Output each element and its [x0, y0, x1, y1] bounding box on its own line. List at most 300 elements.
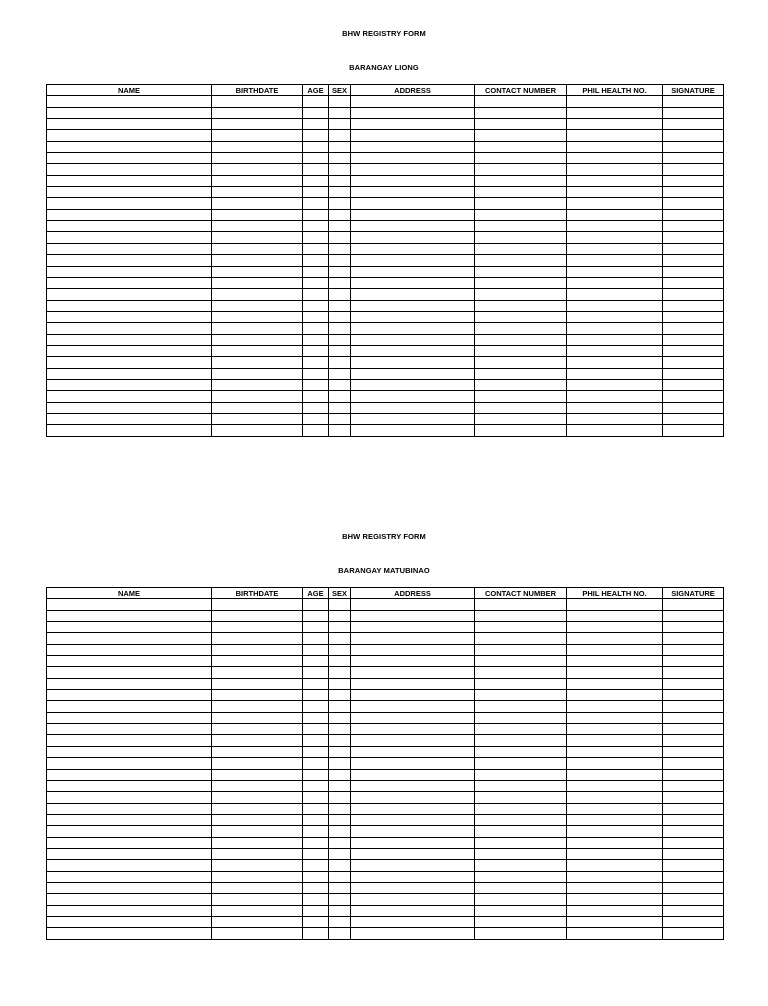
cell-sex[interactable]	[329, 153, 351, 164]
cell-philhealth-no[interactable]	[567, 894, 663, 905]
cell-contact-number[interactable]	[475, 826, 567, 837]
cell-signature[interactable]	[663, 209, 724, 220]
cell-sex[interactable]	[329, 141, 351, 152]
cell-philhealth-no[interactable]	[567, 916, 663, 927]
cell-signature[interactable]	[663, 311, 724, 322]
cell-philhealth-no[interactable]	[567, 814, 663, 825]
cell-signature[interactable]	[663, 894, 724, 905]
cell-contact-number[interactable]	[475, 357, 567, 368]
cell-address[interactable]	[351, 379, 475, 390]
cell-philhealth-no[interactable]	[567, 130, 663, 141]
cell-age[interactable]	[303, 334, 329, 345]
cell-philhealth-no[interactable]	[567, 735, 663, 746]
cell-birthdate[interactable]	[212, 413, 303, 424]
cell-address[interactable]	[351, 848, 475, 859]
cell-contact-number[interactable]	[475, 391, 567, 402]
cell-philhealth-no[interactable]	[567, 837, 663, 848]
cell-age[interactable]	[303, 311, 329, 322]
cell-signature[interactable]	[663, 848, 724, 859]
cell-sex[interactable]	[329, 413, 351, 424]
cell-name[interactable]	[47, 277, 212, 288]
cell-signature[interactable]	[663, 712, 724, 723]
cell-signature[interactable]	[663, 391, 724, 402]
cell-philhealth-no[interactable]	[567, 311, 663, 322]
cell-philhealth-no[interactable]	[567, 848, 663, 859]
cell-sex[interactable]	[329, 848, 351, 859]
cell-signature[interactable]	[663, 780, 724, 791]
cell-birthdate[interactable]	[212, 678, 303, 689]
cell-age[interactable]	[303, 119, 329, 130]
cell-sex[interactable]	[329, 255, 351, 266]
cell-name[interactable]	[47, 334, 212, 345]
cell-name[interactable]	[47, 96, 212, 107]
cell-age[interactable]	[303, 656, 329, 667]
cell-philhealth-no[interactable]	[567, 289, 663, 300]
cell-age[interactable]	[303, 255, 329, 266]
cell-address[interactable]	[351, 334, 475, 345]
cell-sex[interactable]	[329, 678, 351, 689]
cell-name[interactable]	[47, 735, 212, 746]
cell-address[interactable]	[351, 175, 475, 186]
cell-address[interactable]	[351, 610, 475, 621]
cell-philhealth-no[interactable]	[567, 644, 663, 655]
cell-contact-number[interactable]	[475, 656, 567, 667]
cell-philhealth-no[interactable]	[567, 277, 663, 288]
cell-contact-number[interactable]	[475, 667, 567, 678]
cell-signature[interactable]	[663, 622, 724, 633]
cell-address[interactable]	[351, 311, 475, 322]
cell-sex[interactable]	[329, 656, 351, 667]
cell-address[interactable]	[351, 814, 475, 825]
cell-sex[interactable]	[329, 368, 351, 379]
cell-name[interactable]	[47, 119, 212, 130]
cell-contact-number[interactable]	[475, 814, 567, 825]
cell-contact-number[interactable]	[475, 871, 567, 882]
cell-sex[interactable]	[329, 814, 351, 825]
cell-age[interactable]	[303, 814, 329, 825]
cell-name[interactable]	[47, 243, 212, 254]
cell-contact-number[interactable]	[475, 255, 567, 266]
cell-age[interactable]	[303, 826, 329, 837]
cell-address[interactable]	[351, 119, 475, 130]
cell-address[interactable]	[351, 232, 475, 243]
cell-birthdate[interactable]	[212, 690, 303, 701]
cell-birthdate[interactable]	[212, 300, 303, 311]
cell-signature[interactable]	[663, 300, 724, 311]
cell-sex[interactable]	[329, 323, 351, 334]
cell-birthdate[interactable]	[212, 758, 303, 769]
cell-age[interactable]	[303, 871, 329, 882]
cell-contact-number[interactable]	[475, 735, 567, 746]
cell-birthdate[interactable]	[212, 667, 303, 678]
cell-birthdate[interactable]	[212, 712, 303, 723]
cell-address[interactable]	[351, 826, 475, 837]
cell-name[interactable]	[47, 221, 212, 232]
cell-signature[interactable]	[663, 289, 724, 300]
cell-name[interactable]	[47, 232, 212, 243]
cell-philhealth-no[interactable]	[567, 334, 663, 345]
cell-philhealth-no[interactable]	[567, 107, 663, 118]
cell-birthdate[interactable]	[212, 311, 303, 322]
cell-age[interactable]	[303, 289, 329, 300]
cell-name[interactable]	[47, 871, 212, 882]
cell-address[interactable]	[351, 243, 475, 254]
cell-contact-number[interactable]	[475, 130, 567, 141]
cell-signature[interactable]	[663, 198, 724, 209]
cell-age[interactable]	[303, 780, 329, 791]
cell-age[interactable]	[303, 848, 329, 859]
cell-contact-number[interactable]	[475, 243, 567, 254]
cell-signature[interactable]	[663, 164, 724, 175]
cell-birthdate[interactable]	[212, 107, 303, 118]
cell-birthdate[interactable]	[212, 425, 303, 436]
cell-philhealth-no[interactable]	[567, 187, 663, 198]
cell-age[interactable]	[303, 882, 329, 893]
cell-contact-number[interactable]	[475, 300, 567, 311]
cell-address[interactable]	[351, 368, 475, 379]
cell-birthdate[interactable]	[212, 130, 303, 141]
cell-philhealth-no[interactable]	[567, 769, 663, 780]
cell-sex[interactable]	[329, 928, 351, 939]
cell-signature[interactable]	[663, 345, 724, 356]
cell-name[interactable]	[47, 610, 212, 621]
cell-address[interactable]	[351, 141, 475, 152]
cell-name[interactable]	[47, 266, 212, 277]
cell-name[interactable]	[47, 175, 212, 186]
cell-philhealth-no[interactable]	[567, 391, 663, 402]
cell-birthdate[interactable]	[212, 175, 303, 186]
cell-address[interactable]	[351, 780, 475, 791]
cell-sex[interactable]	[329, 860, 351, 871]
cell-contact-number[interactable]	[475, 323, 567, 334]
cell-sex[interactable]	[329, 198, 351, 209]
cell-philhealth-no[interactable]	[567, 826, 663, 837]
cell-signature[interactable]	[663, 724, 724, 735]
cell-contact-number[interactable]	[475, 413, 567, 424]
cell-age[interactable]	[303, 209, 329, 220]
cell-sex[interactable]	[329, 610, 351, 621]
cell-signature[interactable]	[663, 107, 724, 118]
cell-birthdate[interactable]	[212, 153, 303, 164]
cell-age[interactable]	[303, 368, 329, 379]
cell-name[interactable]	[47, 792, 212, 803]
cell-sex[interactable]	[329, 209, 351, 220]
cell-sex[interactable]	[329, 644, 351, 655]
cell-birthdate[interactable]	[212, 724, 303, 735]
cell-address[interactable]	[351, 187, 475, 198]
cell-sex[interactable]	[329, 164, 351, 175]
cell-age[interactable]	[303, 198, 329, 209]
cell-age[interactable]	[303, 96, 329, 107]
cell-address[interactable]	[351, 644, 475, 655]
cell-address[interactable]	[351, 871, 475, 882]
cell-sex[interactable]	[329, 334, 351, 345]
cell-address[interactable]	[351, 323, 475, 334]
cell-address[interactable]	[351, 746, 475, 757]
cell-name[interactable]	[47, 311, 212, 322]
cell-signature[interactable]	[663, 701, 724, 712]
cell-age[interactable]	[303, 803, 329, 814]
cell-contact-number[interactable]	[475, 905, 567, 916]
cell-name[interactable]	[47, 701, 212, 712]
cell-birthdate[interactable]	[212, 792, 303, 803]
cell-contact-number[interactable]	[475, 792, 567, 803]
cell-signature[interactable]	[663, 860, 724, 871]
cell-signature[interactable]	[663, 379, 724, 390]
cell-birthdate[interactable]	[212, 848, 303, 859]
cell-birthdate[interactable]	[212, 119, 303, 130]
cell-sex[interactable]	[329, 837, 351, 848]
cell-sex[interactable]	[329, 130, 351, 141]
cell-sex[interactable]	[329, 425, 351, 436]
cell-name[interactable]	[47, 678, 212, 689]
cell-address[interactable]	[351, 153, 475, 164]
cell-sex[interactable]	[329, 882, 351, 893]
cell-contact-number[interactable]	[475, 746, 567, 757]
cell-signature[interactable]	[663, 758, 724, 769]
cell-signature[interactable]	[663, 916, 724, 927]
cell-name[interactable]	[47, 599, 212, 610]
cell-signature[interactable]	[663, 402, 724, 413]
cell-signature[interactable]	[663, 690, 724, 701]
cell-sex[interactable]	[329, 746, 351, 757]
cell-name[interactable]	[47, 141, 212, 152]
cell-birthdate[interactable]	[212, 656, 303, 667]
cell-contact-number[interactable]	[475, 289, 567, 300]
cell-name[interactable]	[47, 368, 212, 379]
cell-sex[interactable]	[329, 916, 351, 927]
cell-signature[interactable]	[663, 425, 724, 436]
cell-name[interactable]	[47, 164, 212, 175]
cell-philhealth-no[interactable]	[567, 905, 663, 916]
cell-birthdate[interactable]	[212, 871, 303, 882]
cell-age[interactable]	[303, 141, 329, 152]
cell-address[interactable]	[351, 656, 475, 667]
cell-contact-number[interactable]	[475, 425, 567, 436]
cell-address[interactable]	[351, 882, 475, 893]
cell-birthdate[interactable]	[212, 187, 303, 198]
cell-contact-number[interactable]	[475, 402, 567, 413]
cell-philhealth-no[interactable]	[567, 633, 663, 644]
cell-contact-number[interactable]	[475, 837, 567, 848]
cell-sex[interactable]	[329, 735, 351, 746]
cell-signature[interactable]	[663, 792, 724, 803]
cell-signature[interactable]	[663, 735, 724, 746]
cell-contact-number[interactable]	[475, 311, 567, 322]
cell-philhealth-no[interactable]	[567, 758, 663, 769]
cell-signature[interactable]	[663, 243, 724, 254]
cell-sex[interactable]	[329, 289, 351, 300]
cell-philhealth-no[interactable]	[567, 198, 663, 209]
cell-philhealth-no[interactable]	[567, 690, 663, 701]
cell-philhealth-no[interactable]	[567, 141, 663, 152]
cell-birthdate[interactable]	[212, 277, 303, 288]
cell-name[interactable]	[47, 187, 212, 198]
cell-address[interactable]	[351, 289, 475, 300]
cell-philhealth-no[interactable]	[567, 425, 663, 436]
cell-address[interactable]	[351, 425, 475, 436]
cell-address[interactable]	[351, 96, 475, 107]
cell-address[interactable]	[351, 391, 475, 402]
cell-philhealth-no[interactable]	[567, 746, 663, 757]
cell-birthdate[interactable]	[212, 96, 303, 107]
cell-philhealth-no[interactable]	[567, 402, 663, 413]
cell-signature[interactable]	[663, 323, 724, 334]
cell-sex[interactable]	[329, 232, 351, 243]
cell-address[interactable]	[351, 277, 475, 288]
cell-philhealth-no[interactable]	[567, 119, 663, 130]
cell-address[interactable]	[351, 905, 475, 916]
cell-age[interactable]	[303, 266, 329, 277]
cell-philhealth-no[interactable]	[567, 255, 663, 266]
cell-birthdate[interactable]	[212, 826, 303, 837]
cell-philhealth-no[interactable]	[567, 622, 663, 633]
cell-address[interactable]	[351, 599, 475, 610]
cell-sex[interactable]	[329, 187, 351, 198]
cell-signature[interactable]	[663, 769, 724, 780]
cell-sex[interactable]	[329, 391, 351, 402]
cell-sex[interactable]	[329, 633, 351, 644]
cell-age[interactable]	[303, 701, 329, 712]
cell-signature[interactable]	[663, 882, 724, 893]
cell-age[interactable]	[303, 667, 329, 678]
cell-address[interactable]	[351, 622, 475, 633]
cell-signature[interactable]	[663, 266, 724, 277]
cell-age[interactable]	[303, 678, 329, 689]
cell-sex[interactable]	[329, 345, 351, 356]
cell-name[interactable]	[47, 928, 212, 939]
cell-philhealth-no[interactable]	[567, 724, 663, 735]
cell-signature[interactable]	[663, 141, 724, 152]
cell-signature[interactable]	[663, 413, 724, 424]
cell-age[interactable]	[303, 724, 329, 735]
cell-philhealth-no[interactable]	[567, 860, 663, 871]
cell-sex[interactable]	[329, 792, 351, 803]
cell-name[interactable]	[47, 746, 212, 757]
cell-sex[interactable]	[329, 107, 351, 118]
cell-contact-number[interactable]	[475, 701, 567, 712]
cell-philhealth-no[interactable]	[567, 345, 663, 356]
cell-age[interactable]	[303, 232, 329, 243]
cell-name[interactable]	[47, 633, 212, 644]
cell-address[interactable]	[351, 860, 475, 871]
cell-name[interactable]	[47, 667, 212, 678]
cell-age[interactable]	[303, 769, 329, 780]
cell-age[interactable]	[303, 221, 329, 232]
cell-age[interactable]	[303, 391, 329, 402]
cell-birthdate[interactable]	[212, 928, 303, 939]
cell-philhealth-no[interactable]	[567, 413, 663, 424]
cell-sex[interactable]	[329, 894, 351, 905]
cell-philhealth-no[interactable]	[567, 780, 663, 791]
cell-name[interactable]	[47, 905, 212, 916]
cell-name[interactable]	[47, 860, 212, 871]
cell-name[interactable]	[47, 882, 212, 893]
cell-philhealth-no[interactable]	[567, 792, 663, 803]
cell-sex[interactable]	[329, 357, 351, 368]
cell-age[interactable]	[303, 164, 329, 175]
cell-age[interactable]	[303, 928, 329, 939]
cell-address[interactable]	[351, 198, 475, 209]
cell-contact-number[interactable]	[475, 894, 567, 905]
cell-address[interactable]	[351, 769, 475, 780]
cell-address[interactable]	[351, 255, 475, 266]
cell-sex[interactable]	[329, 724, 351, 735]
cell-contact-number[interactable]	[475, 860, 567, 871]
cell-contact-number[interactable]	[475, 277, 567, 288]
cell-signature[interactable]	[663, 277, 724, 288]
cell-sex[interactable]	[329, 119, 351, 130]
cell-contact-number[interactable]	[475, 198, 567, 209]
cell-age[interactable]	[303, 610, 329, 621]
cell-philhealth-no[interactable]	[567, 610, 663, 621]
cell-sex[interactable]	[329, 622, 351, 633]
cell-contact-number[interactable]	[475, 221, 567, 232]
cell-age[interactable]	[303, 644, 329, 655]
cell-philhealth-no[interactable]	[567, 712, 663, 723]
cell-name[interactable]	[47, 780, 212, 791]
cell-age[interactable]	[303, 916, 329, 927]
cell-birthdate[interactable]	[212, 814, 303, 825]
cell-age[interactable]	[303, 413, 329, 424]
cell-contact-number[interactable]	[475, 175, 567, 186]
cell-address[interactable]	[351, 712, 475, 723]
cell-philhealth-no[interactable]	[567, 667, 663, 678]
cell-address[interactable]	[351, 107, 475, 118]
cell-age[interactable]	[303, 735, 329, 746]
cell-name[interactable]	[47, 848, 212, 859]
cell-signature[interactable]	[663, 96, 724, 107]
cell-signature[interactable]	[663, 814, 724, 825]
cell-name[interactable]	[47, 425, 212, 436]
cell-birthdate[interactable]	[212, 141, 303, 152]
cell-age[interactable]	[303, 277, 329, 288]
cell-sex[interactable]	[329, 300, 351, 311]
cell-contact-number[interactable]	[475, 107, 567, 118]
cell-signature[interactable]	[663, 667, 724, 678]
cell-sex[interactable]	[329, 758, 351, 769]
cell-name[interactable]	[47, 198, 212, 209]
cell-age[interactable]	[303, 187, 329, 198]
cell-signature[interactable]	[663, 644, 724, 655]
cell-signature[interactable]	[663, 837, 724, 848]
cell-address[interactable]	[351, 758, 475, 769]
cell-contact-number[interactable]	[475, 928, 567, 939]
cell-sex[interactable]	[329, 803, 351, 814]
cell-name[interactable]	[47, 379, 212, 390]
cell-birthdate[interactable]	[212, 243, 303, 254]
cell-philhealth-no[interactable]	[567, 164, 663, 175]
cell-signature[interactable]	[663, 928, 724, 939]
cell-sex[interactable]	[329, 243, 351, 254]
cell-contact-number[interactable]	[475, 882, 567, 893]
cell-signature[interactable]	[663, 368, 724, 379]
cell-contact-number[interactable]	[475, 266, 567, 277]
cell-sex[interactable]	[329, 712, 351, 723]
cell-address[interactable]	[351, 357, 475, 368]
cell-sex[interactable]	[329, 780, 351, 791]
cell-name[interactable]	[47, 622, 212, 633]
cell-address[interactable]	[351, 928, 475, 939]
cell-age[interactable]	[303, 837, 329, 848]
cell-address[interactable]	[351, 345, 475, 356]
cell-name[interactable]	[47, 130, 212, 141]
cell-birthdate[interactable]	[212, 644, 303, 655]
cell-address[interactable]	[351, 266, 475, 277]
cell-signature[interactable]	[663, 334, 724, 345]
cell-contact-number[interactable]	[475, 848, 567, 859]
cell-name[interactable]	[47, 837, 212, 848]
